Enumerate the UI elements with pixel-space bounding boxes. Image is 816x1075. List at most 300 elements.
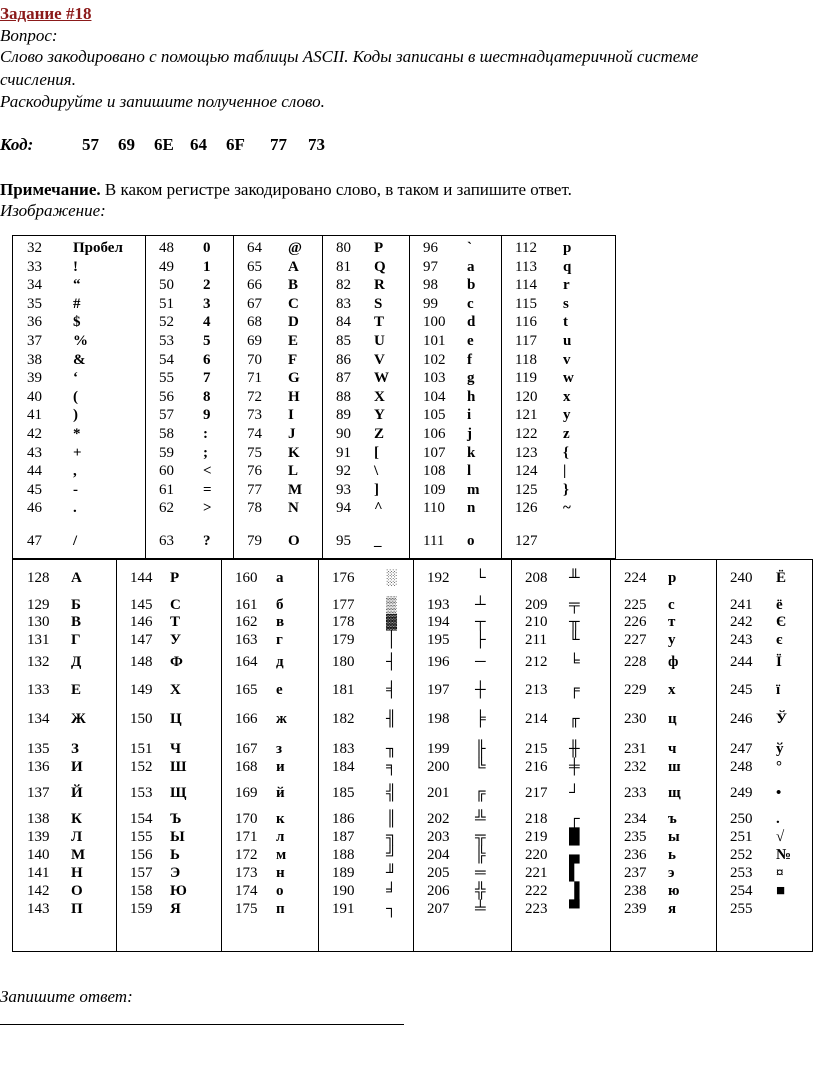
code-number: 107 xyxy=(423,444,446,461)
code-number: 170 xyxy=(235,811,258,827)
code-value: 73 xyxy=(308,135,325,154)
code-number: 85 xyxy=(336,333,351,349)
code-character: D xyxy=(288,314,299,331)
code-number: 98 xyxy=(423,277,438,294)
code-number: 115 xyxy=(515,295,537,312)
code-number: 121 xyxy=(515,407,538,424)
code-number: 54 xyxy=(159,351,174,368)
code-character: ┬ xyxy=(475,614,486,630)
code-number: 70 xyxy=(247,351,262,368)
code-number: 212 xyxy=(525,654,548,670)
code-character: ╘ xyxy=(569,654,580,670)
code-character: Ы xyxy=(170,829,185,845)
ascii-table-top xyxy=(12,235,616,559)
code-number: 186 xyxy=(332,811,355,827)
code-character: ╢ xyxy=(386,711,397,727)
ascii-table-bottom xyxy=(12,559,813,952)
code-character: ▒ xyxy=(386,597,397,613)
code-number: 218 xyxy=(525,811,548,827)
code-number: 88 xyxy=(336,388,351,405)
code-character: ° xyxy=(776,759,782,775)
code-number: 122 xyxy=(515,426,538,442)
code-character: и xyxy=(276,759,285,775)
code-number: 145 xyxy=(130,597,153,613)
code-character: > xyxy=(203,500,212,517)
code-character: o xyxy=(467,533,475,549)
code-character: L xyxy=(288,463,299,480)
code-character: ╨ xyxy=(569,570,580,586)
code-character: F xyxy=(288,351,298,368)
code-number: 187 xyxy=(332,829,355,845)
code-character: Z xyxy=(374,426,385,442)
code-number: 172 xyxy=(235,847,258,863)
code-character: ю xyxy=(668,883,680,899)
code-character: ■ xyxy=(776,883,786,899)
code-character: ─ xyxy=(475,654,486,670)
code-character: Ь xyxy=(170,847,180,863)
code-number: 174 xyxy=(235,883,258,899)
code-character: u xyxy=(563,333,572,349)
code-number: 162 xyxy=(235,614,258,630)
code-character: я xyxy=(668,901,677,917)
code-character: Ў xyxy=(776,711,788,727)
code-number: 190 xyxy=(332,883,355,899)
code-character: k xyxy=(467,444,476,461)
code-number: 133 xyxy=(27,682,50,698)
code-number: 58 xyxy=(159,426,174,442)
code-number: 46 xyxy=(27,500,42,517)
code-character: Э xyxy=(170,865,181,881)
code-character: ╗ xyxy=(386,829,397,845)
code-number: 227 xyxy=(624,632,647,648)
code-character: Ю xyxy=(170,883,187,899)
code-number: 200 xyxy=(427,759,450,775)
code-number: 71 xyxy=(247,370,262,387)
code-number: 148 xyxy=(130,654,153,670)
code-number: 221 xyxy=(525,865,548,881)
code-character: Д xyxy=(71,654,82,670)
code-number: 242 xyxy=(730,614,753,630)
table-divider xyxy=(413,560,414,951)
code-number: 92 xyxy=(336,463,351,480)
code-number: 112 xyxy=(515,240,537,256)
code-label: Код: xyxy=(0,135,34,154)
code-number: 80 xyxy=(336,240,351,256)
code-number: 65 xyxy=(247,258,262,275)
answer-label: Запишите ответ: xyxy=(0,987,133,1006)
code-character: ¤ xyxy=(776,865,784,881)
code-character: a xyxy=(467,258,475,275)
code-number: 127 xyxy=(515,533,538,549)
code-character: √ xyxy=(776,829,785,845)
code-number: 37 xyxy=(27,333,42,349)
code-number: 210 xyxy=(525,614,548,630)
code-character: й xyxy=(276,785,285,801)
code-character: + xyxy=(73,444,82,461)
code-character: q xyxy=(563,258,572,275)
code-number: 231 xyxy=(624,741,647,757)
code-number: 156 xyxy=(130,847,153,863)
code-character: e xyxy=(467,333,474,349)
code-character: ╓ xyxy=(569,711,580,727)
code-number: 237 xyxy=(624,865,647,881)
code-number: 77 xyxy=(247,481,262,498)
code-number: 151 xyxy=(130,741,153,757)
code-character: & xyxy=(73,351,86,368)
note xyxy=(0,180,572,200)
code-character: ╞ xyxy=(475,711,486,727)
code-number: 155 xyxy=(130,829,153,845)
code-character: н xyxy=(276,865,285,881)
code-number: 120 xyxy=(515,388,538,405)
code-character: П xyxy=(71,901,83,917)
code-character: Пробел xyxy=(73,240,123,256)
code-number: 45 xyxy=(27,481,42,498)
code-character: ║ xyxy=(386,811,397,827)
code-number: 228 xyxy=(624,654,647,670)
code-character: J xyxy=(288,426,296,442)
code-character: w xyxy=(563,370,574,387)
code-number: 47 xyxy=(27,533,42,549)
code-character: I xyxy=(288,407,294,424)
code-number: 72 xyxy=(247,388,262,405)
code-character: 9 xyxy=(203,407,211,424)
code-character: ╥ xyxy=(569,614,580,630)
code-character: V xyxy=(374,351,385,368)
code-character: х xyxy=(668,682,676,698)
code-character: Ж xyxy=(71,711,86,727)
code-number: 99 xyxy=(423,295,438,312)
code-character: ▓ xyxy=(386,614,397,630)
code-character: ╟ xyxy=(475,741,486,757)
code-number: 100 xyxy=(423,314,446,331)
code-number: 89 xyxy=(336,407,351,424)
code-character: O xyxy=(288,533,300,549)
code-number: 160 xyxy=(235,570,258,586)
code-character: H xyxy=(288,388,300,405)
code-character: Ш xyxy=(170,759,187,775)
code-character: █ xyxy=(569,829,580,845)
code-character: f xyxy=(467,351,472,368)
question-text-2: счисления. xyxy=(0,70,76,89)
code-number: 185 xyxy=(332,785,355,801)
code-number: 153 xyxy=(130,785,153,801)
code-character: р xyxy=(668,570,677,586)
code-character: * xyxy=(73,426,81,442)
question-label: Вопрос: xyxy=(0,26,58,45)
code-number: 252 xyxy=(730,847,753,863)
code-number: 217 xyxy=(525,785,548,801)
table-divider xyxy=(610,560,611,951)
code-character: Л xyxy=(71,829,83,845)
code-character: c xyxy=(467,295,474,312)
code-number: 116 xyxy=(515,314,537,331)
code-number: 79 xyxy=(247,533,262,549)
code-character: ┴ xyxy=(475,597,486,613)
code-character: ╧ xyxy=(475,901,486,917)
code-character: г xyxy=(276,632,283,648)
code-number: 96 xyxy=(423,240,438,256)
code-number: 205 xyxy=(427,865,450,881)
code-character: 7 xyxy=(203,370,211,387)
image-label: Изображение: xyxy=(0,201,106,220)
code-number: 203 xyxy=(427,829,450,845)
code-character: ╪ xyxy=(569,759,580,775)
code-character: л xyxy=(276,829,285,845)
code-character: п xyxy=(276,901,285,917)
code-character: ┤ xyxy=(386,654,397,670)
code-character: R xyxy=(374,277,385,294)
table-divider xyxy=(233,236,234,558)
code-character: ▐ xyxy=(569,883,580,899)
code-number: 109 xyxy=(423,481,446,498)
code-character: Й xyxy=(71,785,83,801)
code-character: ж xyxy=(276,711,287,727)
code-number: 246 xyxy=(730,711,753,727)
code-number: 158 xyxy=(130,883,153,899)
code-character: ы xyxy=(668,829,680,845)
code-character: M xyxy=(288,481,303,498)
code-character: n xyxy=(467,500,476,517)
code-number: 168 xyxy=(235,759,258,775)
code-number: 50 xyxy=(159,277,174,294)
code-character: є xyxy=(776,632,783,648)
code-number: 175 xyxy=(235,901,258,917)
code-number: 125 xyxy=(515,481,538,498)
code-number: 177 xyxy=(332,597,355,613)
code-character: И xyxy=(71,759,83,775)
code-number: 105 xyxy=(423,407,446,424)
code-character: с xyxy=(668,597,675,613)
code-number: 201 xyxy=(427,785,450,801)
code-character: x xyxy=(563,388,571,405)
code-character: к xyxy=(276,811,285,827)
code-number: 184 xyxy=(332,759,355,775)
code-number: 219 xyxy=(525,829,548,845)
code-character: К xyxy=(71,811,82,827)
code-character: $ xyxy=(73,314,81,331)
code-character: ╩ xyxy=(475,811,486,827)
code-number: 207 xyxy=(427,901,450,917)
code-number: 213 xyxy=(525,682,548,698)
code-number: 126 xyxy=(515,500,538,517)
code-character: т xyxy=(668,614,676,630)
code-character: \ xyxy=(374,463,379,480)
code-character: ф xyxy=(668,654,679,670)
code-character: l xyxy=(467,463,472,480)
code-number: 251 xyxy=(730,829,753,845)
code-character: 1 xyxy=(203,258,211,275)
code-number: 159 xyxy=(130,901,153,917)
code-number: 78 xyxy=(247,500,262,517)
code-number: 137 xyxy=(27,785,50,801)
code-character: } xyxy=(563,481,569,498)
code-number: 53 xyxy=(159,333,174,349)
code-character: < xyxy=(203,463,212,480)
code-character: ( xyxy=(73,388,78,405)
code-character: ▀ xyxy=(569,901,580,917)
code-character: ░ xyxy=(386,570,397,586)
code-number: 130 xyxy=(27,614,50,630)
code-character: ╜ xyxy=(386,865,397,881)
code-number: 164 xyxy=(235,654,258,670)
code-number: 97 xyxy=(423,258,438,275)
code-character: ├ xyxy=(475,632,486,648)
code-character: ` xyxy=(467,240,472,256)
table-divider xyxy=(511,560,512,951)
table-divider xyxy=(318,560,319,951)
code-number: 199 xyxy=(427,741,450,757)
code-number: 86 xyxy=(336,351,351,368)
code-number: 206 xyxy=(427,883,450,899)
code-character: W xyxy=(374,370,389,387)
code-value: 77 xyxy=(270,135,287,154)
code-number: 59 xyxy=(159,444,174,461)
code-character: з xyxy=(276,741,283,757)
code-character: ╬ xyxy=(475,883,486,899)
code-number: 93 xyxy=(336,481,351,498)
code-number: 136 xyxy=(27,759,50,775)
code-number: 119 xyxy=(515,370,537,387)
code-character: ┘ xyxy=(569,785,580,801)
code-number: 244 xyxy=(730,654,753,670)
code-character: , xyxy=(73,463,77,480)
code-character: ? xyxy=(203,533,211,549)
table-divider xyxy=(145,236,146,558)
note-text: В каком регистре закодировано слово, в таком и запишите ответ. xyxy=(100,180,572,199)
code-character: М xyxy=(71,847,86,863)
code-character: ╡ xyxy=(386,682,397,698)
code-character: Р xyxy=(170,570,180,586)
code-number: 150 xyxy=(130,711,153,727)
code-character: N xyxy=(288,500,299,517)
code-character: U xyxy=(374,333,385,349)
code-character: i xyxy=(467,407,472,424)
code-number: 241 xyxy=(730,597,753,613)
code-number: 113 xyxy=(515,258,537,275)
code-number: 249 xyxy=(730,785,753,801)
code-character: j xyxy=(467,426,472,442)
code-number: 147 xyxy=(130,632,153,648)
code-character: Я xyxy=(170,901,181,917)
code-number: 229 xyxy=(624,682,647,698)
code-number: 67 xyxy=(247,295,262,312)
code-number: 240 xyxy=(730,570,753,586)
code-character: 8 xyxy=(203,388,211,405)
code-number: 225 xyxy=(624,597,647,613)
code-number: 56 xyxy=(159,388,174,405)
code-number: 61 xyxy=(159,481,174,498)
code-number: 39 xyxy=(27,370,42,387)
code-character: ╝ xyxy=(386,847,397,863)
code-number: 60 xyxy=(159,463,174,480)
code-character: s xyxy=(563,295,569,312)
code-value: 6E xyxy=(154,135,174,154)
code-number: 104 xyxy=(423,388,446,405)
code-number: 193 xyxy=(427,597,450,613)
code-number: 142 xyxy=(27,883,50,899)
code-number: 180 xyxy=(332,654,355,670)
code-number: 94 xyxy=(336,500,351,517)
code-character: ц xyxy=(668,711,677,727)
code-number: 82 xyxy=(336,277,351,294)
question-text-1: Слово закодировано с помощью таблицы ASCII. Коды записаны в шестнадцатеричной системе xyxy=(0,47,699,66)
code-number: 132 xyxy=(27,654,50,670)
code-character: │ xyxy=(386,632,397,648)
code-number: 226 xyxy=(624,614,647,630)
note-label: Примечание. xyxy=(0,180,101,199)
code-number: 179 xyxy=(332,632,355,648)
code-character: д xyxy=(276,654,284,670)
code-character: ; xyxy=(203,444,208,461)
code-character: А xyxy=(71,570,82,586)
code-character: v xyxy=(563,351,571,368)
code-number: 224 xyxy=(624,570,647,586)
code-character: ^ xyxy=(374,500,383,517)
code-character: B xyxy=(288,277,299,294)
code-number: 42 xyxy=(27,426,42,442)
code-number: 188 xyxy=(332,847,355,863)
code-character: ╖ xyxy=(386,741,397,757)
code-number: 235 xyxy=(624,829,647,845)
code-value: 64 xyxy=(190,135,207,154)
code-character: . xyxy=(776,811,780,827)
code-character: # xyxy=(73,295,81,312)
code-number: 134 xyxy=(27,711,50,727)
code-character: Q xyxy=(374,258,386,275)
code-character: ! xyxy=(73,258,78,275)
code-character: ▄ xyxy=(569,847,580,863)
table-divider xyxy=(409,236,410,558)
code-number: 178 xyxy=(332,614,355,630)
code-number: 163 xyxy=(235,632,258,648)
code-character: G xyxy=(288,370,300,387)
code-number: 138 xyxy=(27,811,50,827)
code-number: 124 xyxy=(515,463,538,480)
code-character: • xyxy=(776,785,782,801)
answer-input-line[interactable] xyxy=(0,1024,404,1025)
code-number: 196 xyxy=(427,654,450,670)
code-number: 157 xyxy=(130,865,153,881)
code-number: 189 xyxy=(332,865,355,881)
code-number: 103 xyxy=(423,370,446,387)
code-character: б xyxy=(276,597,284,613)
code-character: ╦ xyxy=(475,829,486,845)
code-character: ╫ xyxy=(569,741,580,757)
code-number: 141 xyxy=(27,865,50,881)
code-character: ] xyxy=(374,481,379,498)
code-character: Є xyxy=(776,614,787,630)
code-character: └ xyxy=(475,570,486,586)
code-number: 95 xyxy=(336,533,351,549)
code-number: 83 xyxy=(336,295,351,312)
code-character: = xyxy=(203,481,212,498)
code-character: Г xyxy=(71,632,81,648)
code-character: ╙ xyxy=(569,632,580,648)
code-character: е xyxy=(276,682,283,698)
code-number: 51 xyxy=(159,295,174,312)
code-number: 139 xyxy=(27,829,50,845)
code-number: 106 xyxy=(423,426,446,442)
code-number: 245 xyxy=(730,682,753,698)
code-character: Ё xyxy=(776,570,787,586)
code-character: @ xyxy=(288,240,302,256)
code-character: ў xyxy=(776,741,784,757)
code-number: 69 xyxy=(247,333,262,349)
code-number: 118 xyxy=(515,351,537,368)
code-value: 69 xyxy=(118,135,135,154)
code-number: 183 xyxy=(332,741,355,757)
